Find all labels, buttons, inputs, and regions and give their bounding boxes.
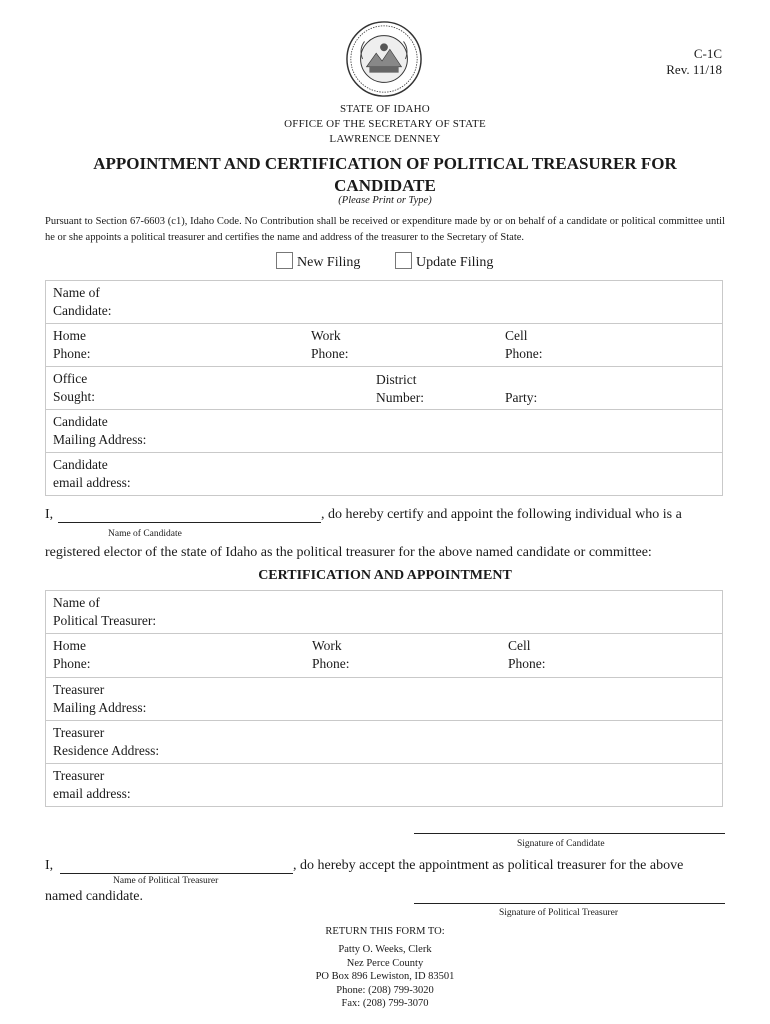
pursuant-statement: Pursuant to Section 67-6603 (c1), Idaho Code. No Contribution shall be received or expenditure made by or on behalf of a candidate or political committee until he or she appoints a political treasurer and certifies the name and address of the treasurer to the Secretary of State.: [45, 216, 725, 243]
treasurer-cell-l1: Cell: [508, 638, 531, 653]
treasurer-home-l1: Home: [53, 638, 86, 653]
candidate-office-row[interactable]: [46, 367, 723, 410]
form-title-line2: CANDIDATE: [334, 176, 436, 195]
form-title: [60, 153, 710, 197]
update-filing-option[interactable]: [395, 252, 493, 271]
candidate-cell-l1: Cell: [505, 328, 528, 343]
accept-line2: named candidate.: [45, 889, 143, 904]
new-filing-option[interactable]: [276, 252, 360, 271]
treasurer-name-field[interactable]: [46, 591, 723, 634]
candidate-mailing-address-field[interactable]: [46, 410, 723, 453]
candidate-name-blank[interactable]: [58, 522, 321, 523]
treasurer-email-l1: Treasurer: [53, 768, 105, 783]
candidate-work-l2: Phone:: [311, 346, 349, 361]
district-number-label: [376, 371, 424, 407]
candidate-home-l1: Home: [53, 328, 86, 343]
return-fax: Fax: (208) 799-3070: [341, 998, 429, 1009]
certify-prefix: I,: [45, 507, 54, 522]
office-l1: Office: [53, 371, 88, 386]
candidate-work-phone-label: [311, 327, 349, 363]
return-address-block: [0, 943, 770, 1011]
treasurer-work-l2: Phone:: [312, 656, 350, 671]
treasurer-work-l1: Work: [312, 638, 342, 653]
treasurer-phones-row[interactable]: [46, 634, 723, 678]
form-title-line1: APPOINTMENT AND CERTIFICATION OF POLITICAL TREASURER FOR: [93, 154, 677, 173]
office-name: OFFICE OF THE SECRETARY OF STATE: [284, 118, 486, 130]
candidate-info-table: [45, 280, 723, 496]
form-revision: Rev. 11/18: [666, 62, 722, 77]
treasurer-cell-l2: Phone:: [508, 656, 546, 671]
candidate-cell-l2: Phone:: [505, 346, 543, 361]
treasurer-res-l1: Treasurer: [53, 725, 105, 740]
return-address: PO Box 896 Lewiston, ID 83501: [315, 971, 455, 982]
office-l2: Sought:: [53, 389, 96, 404]
return-name: Patty O. Weeks, Clerk: [338, 944, 432, 955]
new-filing-label: New Filing: [297, 255, 361, 270]
treasurer-name-caption: Name of Political Treasurer: [113, 876, 219, 886]
treasurer-name-l2: Political Treasurer:: [53, 613, 157, 628]
candidate-email-field[interactable]: [46, 453, 723, 496]
party-label: Party:: [505, 390, 538, 405]
candidate-mail-l1: Candidate: [53, 414, 108, 429]
return-phone: Phone: (208) 799-3020: [336, 984, 434, 996]
secretary-name: LAWRENCE DENNEY: [329, 133, 441, 145]
return-county: Nez Perce County: [346, 957, 424, 969]
candidate-name-caption: Name of Candidate: [108, 529, 182, 539]
candidate-email-l1: Candidate: [53, 457, 108, 472]
form-number-block: [666, 46, 722, 78]
candidate-home-l2: Phone:: [53, 346, 91, 361]
treasurer-email-field[interactable]: [46, 764, 723, 807]
treasurer-residence-address-field[interactable]: [46, 721, 723, 764]
agency-header: [0, 102, 770, 147]
office-sought-label: [53, 370, 95, 406]
candidate-name-field[interactable]: [46, 281, 723, 324]
accept-prefix: I,: [45, 858, 54, 873]
treasurer-home-l2: Phone:: [53, 656, 91, 671]
new-filing-checkbox[interactable]: [276, 252, 293, 269]
candidate-mail-l2: Mailing Address:: [53, 432, 147, 447]
candidate-work-l1: Work: [311, 328, 341, 343]
treasurer-home-phone-label: [53, 637, 91, 673]
candidate-signature-caption: Signature of Candidate: [517, 839, 605, 849]
update-filing-label: Update Filing: [416, 255, 494, 270]
district-l2: Number:: [376, 390, 424, 405]
treasurer-name-blank[interactable]: [60, 873, 293, 874]
certify-suffix: , do hereby certify and appoint the following individual who is a: [321, 507, 682, 522]
treasurer-signature-caption: Signature of Political Treasurer: [499, 908, 618, 918]
print-instruction: (Please Print or Type): [338, 195, 432, 206]
candidate-cell-phone-label: [505, 327, 543, 363]
section-title: CERTIFICATION AND APPOINTMENT: [258, 568, 512, 583]
candidate-email-l2: email address:: [53, 475, 131, 490]
district-l1: District: [376, 372, 417, 387]
candidate-signature-line[interactable]: [414, 833, 725, 834]
update-filing-checkbox[interactable]: [395, 252, 412, 269]
treasurer-mail-l1: Treasurer: [53, 682, 105, 697]
state-name: STATE OF IDAHO: [340, 103, 430, 115]
treasurer-cell-phone-label: [508, 637, 546, 673]
treasurer-mail-l2: Mailing Address:: [53, 700, 147, 715]
great-seal-of-idaho-icon: [345, 20, 423, 98]
certify-line2: registered elector of the state of Idaho as the political treasurer for the above named candidate or committee:: [45, 545, 652, 560]
treasurer-info-table: [45, 590, 723, 807]
accept-suffix: , do hereby accept the appointment as political treasurer for the above: [293, 858, 684, 873]
candidate-home-phone-label: [53, 327, 91, 363]
treasurer-name-l1: Name of: [53, 595, 100, 610]
treasurer-res-l2: Residence Address:: [53, 743, 160, 758]
return-heading: RETURN THIS FORM TO:: [325, 926, 445, 937]
form-number: C-1C: [693, 46, 722, 61]
treasurer-work-phone-label: [312, 637, 350, 673]
candidate-name-label-l1: Name of: [53, 285, 100, 300]
treasurer-mailing-address-field[interactable]: [46, 678, 723, 721]
treasurer-email-l2: email address:: [53, 786, 131, 801]
candidate-phones-row[interactable]: [46, 324, 723, 367]
treasurer-signature-line[interactable]: [414, 903, 725, 904]
candidate-name-label-l2: Candidate:: [53, 303, 112, 318]
